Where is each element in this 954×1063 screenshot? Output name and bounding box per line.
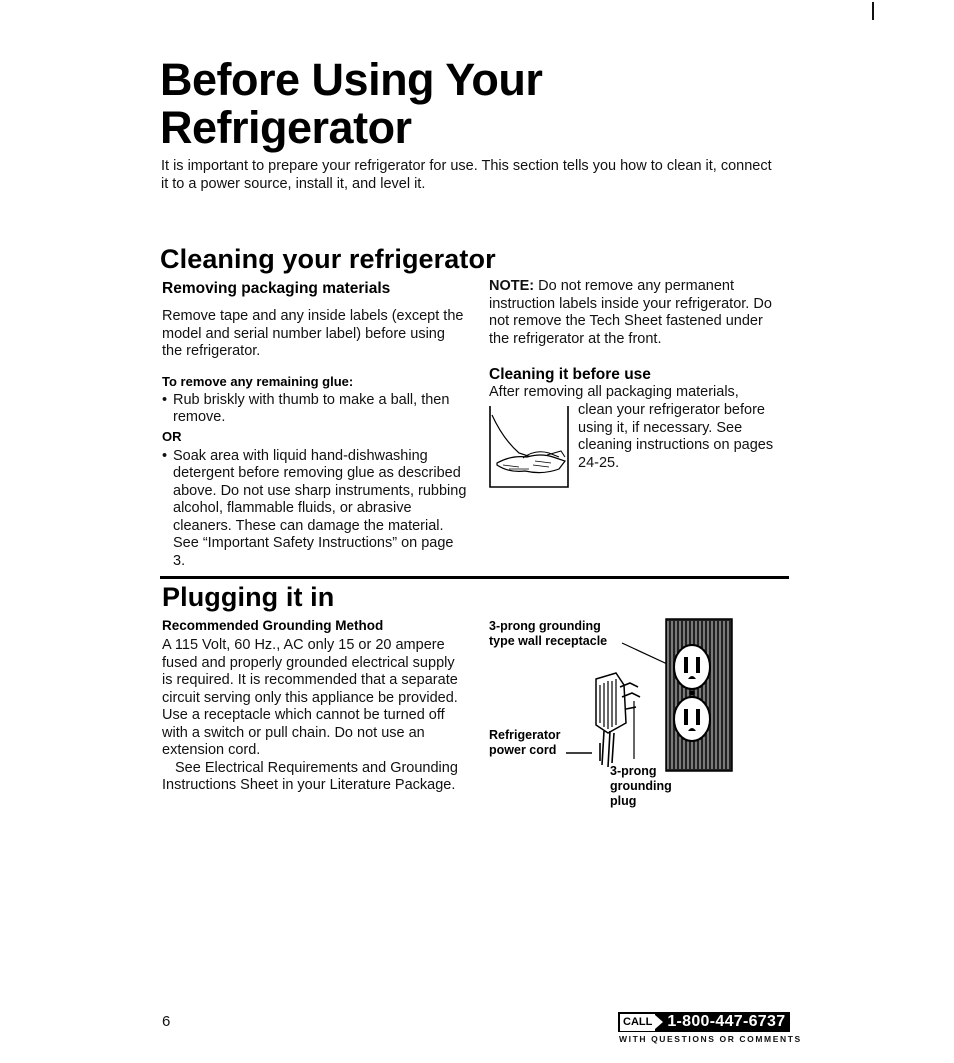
cleaning-heading: Cleaning your refrigerator [160, 244, 496, 274]
phone-number: 1-800-447-6737 [667, 1013, 786, 1030]
label-receptacle: 3-prong grounding type wall receptacle [489, 619, 608, 648]
packaging-heading: Removing packaging materials [162, 280, 391, 297]
glue-heading: To remove any remaining glue: [162, 373, 354, 389]
plugging-heading: Plugging it in [162, 582, 335, 612]
packaging-column [162, 280, 467, 570]
margin-mark [872, 2, 874, 20]
arrow-right-icon [655, 1015, 663, 1029]
section-divider [160, 576, 789, 579]
label-plug: 3-prong grounding plug [610, 764, 672, 808]
or-label: OR [162, 428, 182, 444]
call-tag: CALL [620, 1014, 655, 1031]
grounding-subheading: Recommended Grounding Method [162, 618, 384, 633]
before-use-line1: After removing all packaging materials, [489, 384, 739, 400]
receptacle-plug-illustration [560, 615, 740, 777]
glue-bullet-1: • Rub briskly with thumb to make a ball, then remove. [162, 392, 467, 427]
packaging-body: Remove tape and any inside labels (except the model and serial number label) before using the refrigerator. [162, 308, 464, 359]
intro-text: It is important to prepare your refrigerator for use. This section tells you how to clean it, connect it to a power source, install it, and level it. [161, 158, 772, 192]
before-use-line2: clean your refrigerator before using it, if necessary. See cleaning instructions on pages 24-25. [578, 402, 774, 471]
before-use-heading: Cleaning it before use [489, 366, 651, 383]
call-subtext: WITH QUESTIONS OR COMMENTS [619, 1034, 802, 1044]
grounding-para-1: A 115 Volt, 60 Hz., AC only 15 or 20 ampere fused and properly grounded electrical supply is required. It is recommended that a separate circuit serving only this appliance be provided. Use a receptacle which cannot be turned off with a switch or pull chain. Do not use an extension cord. [162, 637, 458, 758]
call-phone-banner [618, 1012, 790, 1032]
note-text: Do not remove any permanent instruction labels inside your refrigerator. Do not remove the Tech Sheet fastened under the refrigerator at the front. [489, 278, 772, 347]
note-label: NOTE: [489, 278, 535, 294]
note-block [489, 278, 774, 348]
page-title: Before Using Your Refrigerator [160, 54, 543, 153]
plugging-column [162, 618, 467, 795]
grounding-para-2: See Electrical Requirements and Grounding Instructions Sheet in your Literature Package. [162, 759, 458, 793]
cleaning-cloth-illustration [489, 405, 571, 489]
glue-bullet-2: • Soak area with liquid hand-dishwashing detergent before removing glue as described above. Do not use sharp instruments, rubbing alcohol, flammable fluids, or abrasive cleaners. These can damage the material. See “Important Safety Instructions” on page 3. [162, 448, 467, 571]
label-power-cord: Refrigerator power cord [489, 728, 561, 757]
page-number: 6 [162, 1013, 171, 1030]
